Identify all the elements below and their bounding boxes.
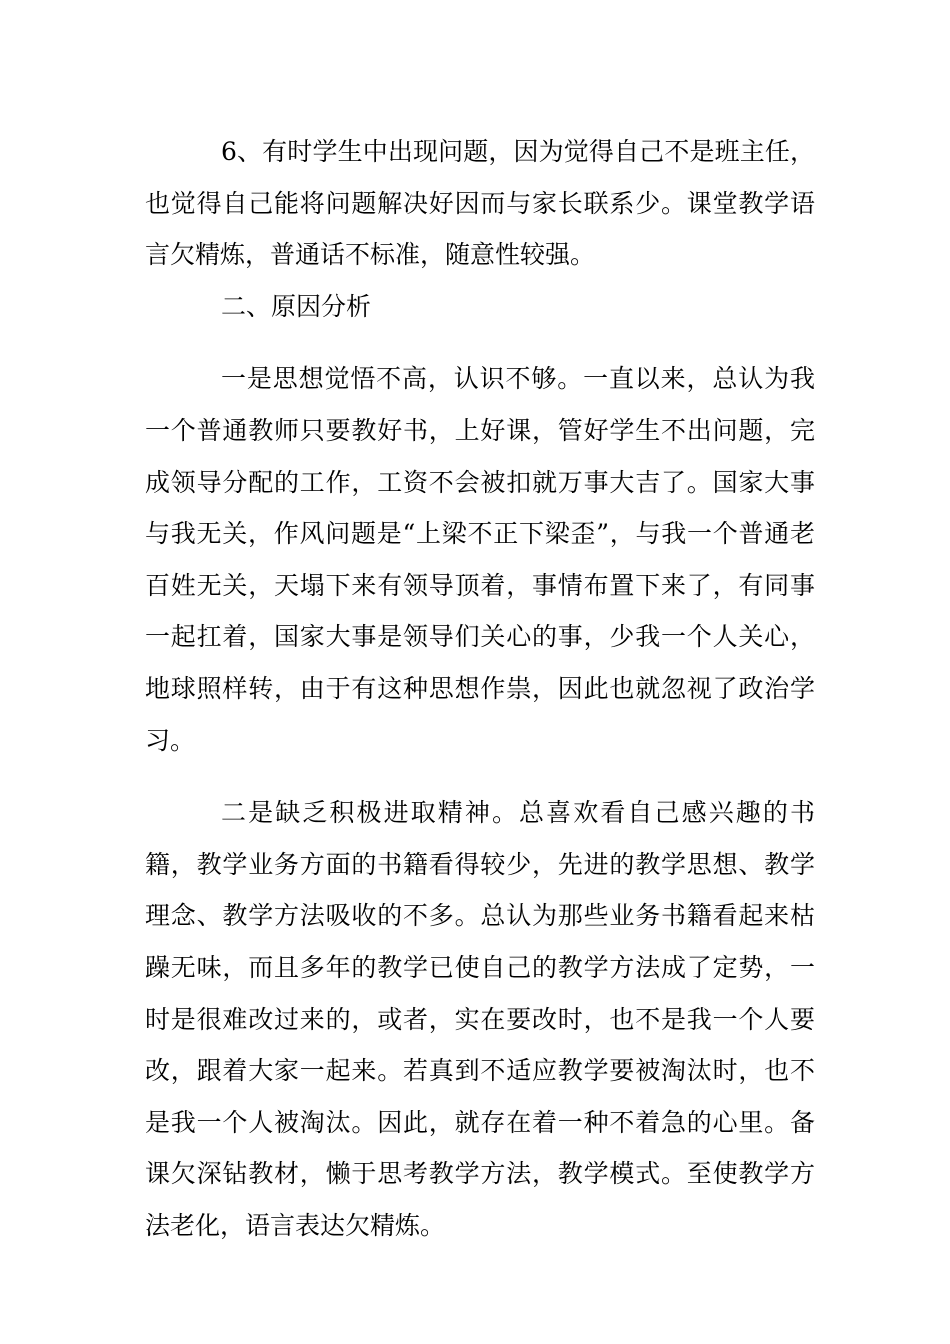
paragraph-ideological-awareness: 一是思想觉悟不高，认识不够。一直以来，总认为我一个普通教师只要教好书，上好课，管好学生不出问题，完成领导分配的工作，工资不会被扣就万事大吉了。国家大事与我无关，作风问题是“上梁不正下梁歪”，与我一个普通老百姓无关，天塌下来有领导顶着，事情布置下来了，有同事一起扛着，国家大事是领导们关心的事，少我一个人关心，地球照样转，由于有这种思想作祟，因此也就忽视了政治学习。 — [145, 364, 815, 755]
section-heading-cause-analysis: 二、原因分析 — [221, 291, 372, 321]
paragraph-item-6: 6、有时学生中出现问题，因为觉得自己不是班主任，也觉得自己能将问题解决好因而与家长联系少。课堂教学语言欠精炼，普通话不标准，随意性较强。 — [145, 137, 815, 270]
paragraph-lack-of-initiative: 二是缺乏积极进取精神。总喜欢看自己感兴趣的书籍，教学业务方面的书籍看得较少，先进的教学思想、教学理念、教学方法吸收的不多。总认为那些业务书籍看起来枯躁无味，而且多年的教学已使自己的教学方法成了定势，一时是很难改过来的，或者，实在要改时，也不是我一个人要改，跟着大家一起来。若真到不适应教学要被淘汰时，也不是我一个人被淘汰。因此，就存在着一种不着急的心里。备课欠深钻教材，懒于思考教学方法，教学模式。至使教学方法老化，语言表达欠精炼。 — [145, 798, 815, 1240]
document-body — [145, 126, 815, 1251]
